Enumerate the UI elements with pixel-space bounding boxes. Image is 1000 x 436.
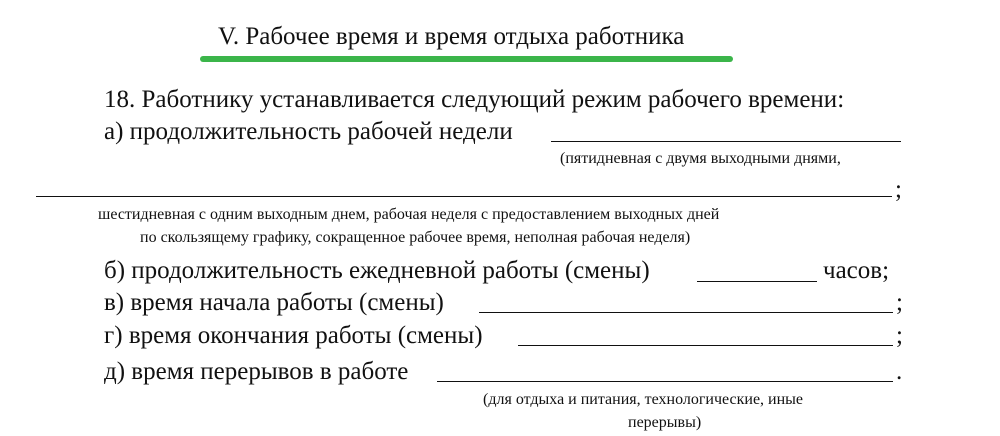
- title-underline: [200, 56, 733, 62]
- end-time-label: г) время окончания работы (смены): [104, 322, 483, 349]
- breaks-field[interactable]: [437, 381, 893, 382]
- week-length-field-continued[interactable]: [36, 196, 892, 197]
- breaks-end-mark: .: [896, 358, 903, 385]
- section-title: V. Рабочее время и время отдыха работника: [218, 23, 685, 50]
- clause-intro: 18. Работнику устанавливается следующий режим рабочего времени:: [104, 86, 845, 113]
- week-length-label: а) продолжительность рабочей недели: [104, 118, 513, 145]
- week-length-end-mark: ;: [895, 176, 902, 203]
- end-time-field[interactable]: [518, 345, 893, 346]
- start-time-end-mark: ;: [896, 289, 903, 316]
- week-length-hint-2: шестидневная с одним выходным днем, рабочая неделя с предоставлением выходных дней: [98, 206, 720, 223]
- end-time-end-mark: ;: [896, 322, 903, 349]
- week-length-hint: (пятидневная с двумя выходными днями,: [560, 150, 841, 167]
- daily-duration-label: б) продолжительность ежедневной работы (смены): [104, 257, 650, 284]
- breaks-label: д) время перерывов в работе: [104, 358, 409, 385]
- breaks-hint-2: перерывы): [628, 414, 702, 431]
- daily-duration-unit: часов;: [823, 257, 890, 284]
- start-time-field[interactable]: [479, 312, 893, 313]
- start-time-label: в) время начала работы (смены): [104, 289, 444, 316]
- week-length-hint-3: по скользящему графику, сокращенное рабочее время, неполная рабочая неделя): [140, 229, 691, 246]
- breaks-hint: (для отдыха и питания, технологические, иные: [483, 391, 804, 408]
- daily-duration-field[interactable]: [697, 281, 817, 282]
- week-length-field[interactable]: [551, 141, 901, 142]
